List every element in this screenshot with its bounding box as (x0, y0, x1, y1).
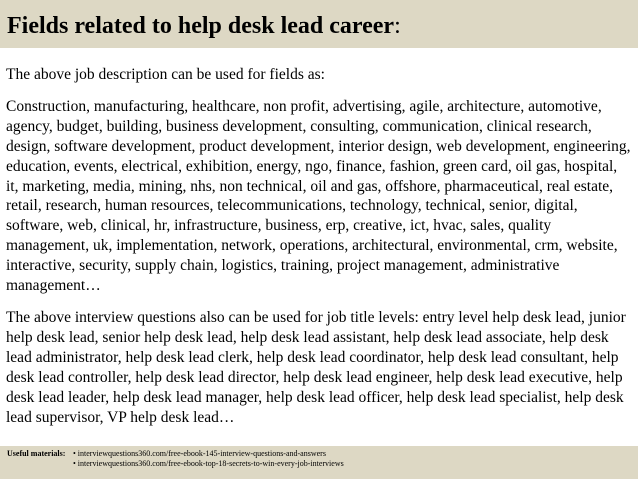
footer-row (7, 449, 638, 469)
footer-links (73, 449, 344, 469)
footer-link-ebook-top-18[interactable]: • interviewquestions360.com/free-ebook-top-18-secrets-to-win-every-job-interviews (73, 459, 344, 468)
fields-paragraph: Construction, manufacturing, healthcare, non profit, advertising, agile, architecture, automotive, agency, budget, building, business development, consulting, communication, clinical research, design, software development, product development, interior design, web development, engineering, education, events, electrical, exhibition, energy, ngo, finance, fashion, green card, oil gas, hospital, it, marketing, media, mining, nhs, non technical, oil and gas, offshore, pharmaceutical, real estate, retail, research, human resources, telecommunications, technology, technical, senior, digital, software, web, clinical, hr, infrastructure, business, erp, creative, ict, hvac, sales, quality management, uk, implementation, network, operations, architectural, environmental, crm, website, interactive, security, supply chain, logistics, training, project management, administrative management… (6, 97, 631, 295)
page-title (7, 13, 638, 39)
footer (0, 446, 638, 479)
title-bar (0, 0, 638, 48)
footer-link-ebook-145[interactable]: • interviewquestions360.com/free-ebook-145-interview-questions-and-answers (73, 449, 326, 458)
job-levels-paragraph: The above interview questions also can be used for job title levels: entry level help desk lead, junior help desk lead, senior help desk lead, help desk lead assistant, help desk lead associate, help desk lead administrator, help desk lead clerk, help desk lead coordinator, help desk lead consultant, help desk lead controller, help desk lead director, help desk lead engineer, help desk lead executive, help desk lead leader, help desk lead manager, help desk lead officer, help desk lead specialist, help desk lead supervisor, VP help desk lead… (6, 308, 626, 426)
intro-paragraph: The above job description can be used for fields as: (6, 66, 325, 83)
main-content (6, 65, 632, 427)
footer-label: Useful materials: (7, 449, 66, 458)
page-title-text: Fields related to help desk lead career (7, 13, 395, 39)
page-title-colon: : (394, 13, 401, 39)
